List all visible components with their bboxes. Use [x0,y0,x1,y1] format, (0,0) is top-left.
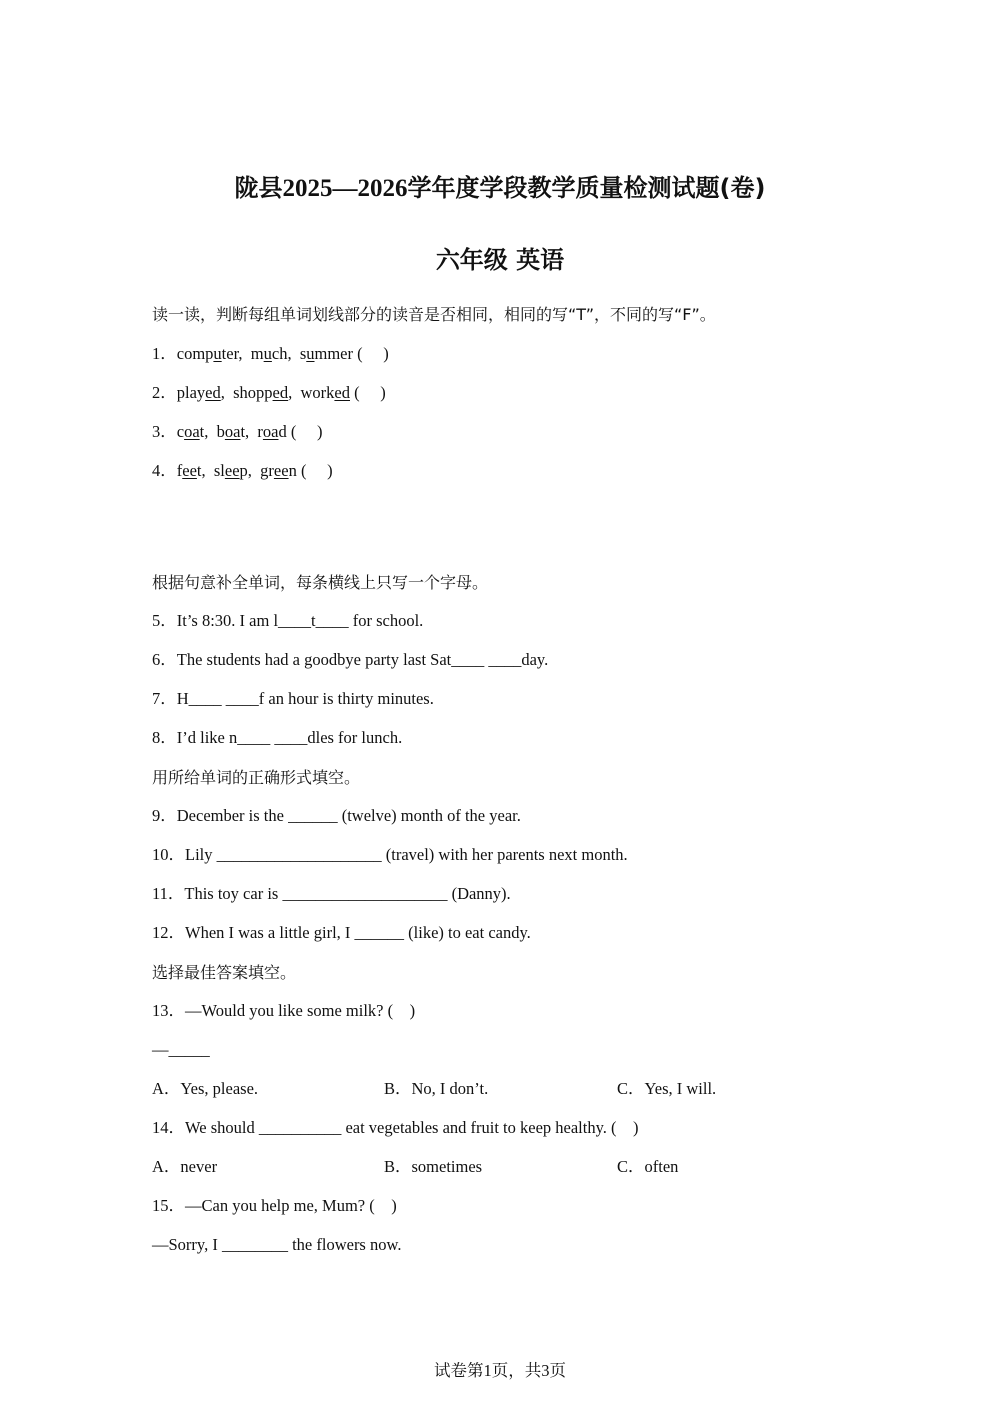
page-footer: 试卷第1页，共3页 [434,1361,566,1380]
question-6: 6．The students had a goodbye party last Sat____ ____day. [152,650,549,669]
q13-option-b: B．No, I don’t. [384,1079,489,1098]
q14-option-a: A．never [152,1157,218,1176]
title-county: 陇县 [234,174,283,202]
q13-option-c: C．Yes, I will. [617,1079,717,1098]
question-8: 8．I’d like n____ ____dles for lunch. [152,728,403,747]
question-14: 14．We should __________ eat vegetables and fruit to keep healthy. ( ) [152,1118,639,1137]
question-13-response: —_____ [152,1040,210,1059]
question-7: 7．H____ ____f an hour is thirty minutes. [152,689,434,708]
question-13: 13．—Would you like some milk? ( ) [152,1001,416,1020]
title-years: 2025—2026 [282,175,408,202]
question-12: 12．When I was a little girl, I ______ (like) to eat candy. [152,923,531,942]
question-3: 3．coat, boat, road ( ) [152,422,323,441]
question-2: 2．played, shopped, worked ( ) [152,383,386,402]
section-3-instruction: 用所给单词的正确形式填空。 [152,768,361,787]
section-1-instruction: 读一读，判断每组单词划线部分的读音是否相同，相同的写“T”，不同的写“F”。 [152,305,716,324]
section-4-instruction: 选择最佳答案填空。 [152,963,297,982]
question-15: 15．—Can you help me, Mum? ( ) [152,1196,397,1215]
question-10: 10．Lily ____________________ (travel) with her parents next month. [152,845,628,864]
section-2-instruction: 根据句意补全单词，每条横线上只写一个字母。 [152,573,489,592]
exam-title [0,168,1000,203]
question-4: 4．feet, sleep, green ( ) [152,461,333,480]
question-9: 9．December is the ______ (twelve) month of the year. [152,806,521,825]
q14-option-c: C．often [617,1157,679,1176]
exam-subtitle: 六年级 英语 [435,246,565,274]
q14-option-b: B．sometimes [384,1157,483,1176]
question-5: 5．It’s 8:30. I am l____t____ for school. [152,611,424,630]
title-suffix: 学年度学段教学质量检测试题(卷) [407,174,766,202]
question-15-response: —Sorry, I ________ the flowers now. [152,1235,402,1254]
question-11: 11．This toy car is ____________________ (Danny). [152,884,511,903]
q13-option-a: A．Yes, please. [152,1079,259,1098]
question-1: 1．computer, much, summer ( ) [152,344,389,363]
